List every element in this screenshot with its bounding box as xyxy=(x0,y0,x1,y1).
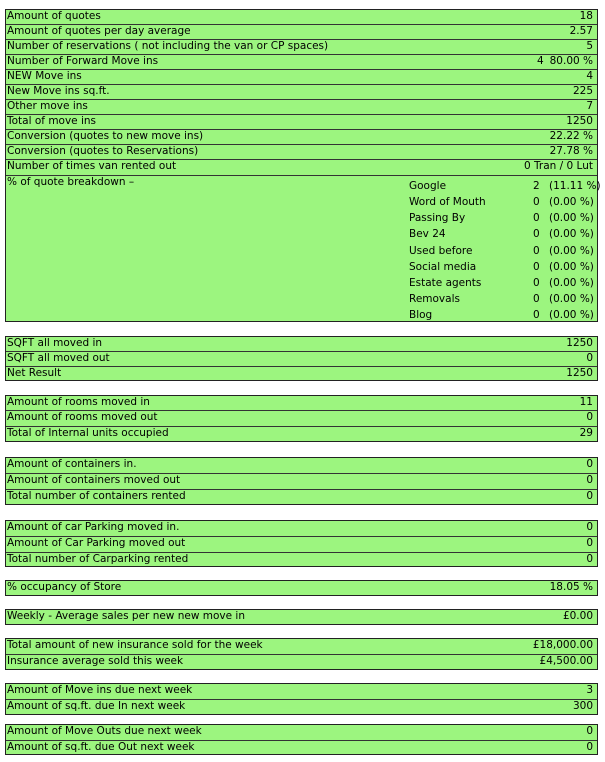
stat-value: 1250 xyxy=(566,337,593,349)
stat-row xyxy=(6,655,597,671)
stat-label: Amount of containers moved out xyxy=(7,474,181,486)
sales-block xyxy=(5,609,598,625)
containers-block xyxy=(5,457,598,505)
stat-value: 18.05 % xyxy=(549,581,593,593)
stat-row xyxy=(6,521,597,537)
breakdown-percent: (0.00 %) xyxy=(549,309,594,321)
stat-value: 29 xyxy=(579,427,593,439)
stat-value: 0 Tran / 0 Lut xyxy=(524,160,593,172)
stat-value: 5 xyxy=(586,40,593,52)
stat-row xyxy=(6,352,597,367)
carparking-block xyxy=(5,520,598,567)
stat-label: Number of reservations ( not including the van or CP spaces) xyxy=(7,40,329,52)
stat-row xyxy=(6,160,597,176)
stat-row xyxy=(6,145,597,160)
summary-block xyxy=(5,9,601,322)
stat-value: 0 xyxy=(586,521,593,533)
stat-value: 0 xyxy=(586,553,593,565)
breakdown-source: Passing By xyxy=(409,212,466,224)
stat-label: Net Result xyxy=(7,367,62,379)
stat-row xyxy=(6,25,597,40)
stat-row xyxy=(6,639,597,655)
stat-label: Conversion (quotes to new move ins) xyxy=(7,130,204,142)
breakdown-percent: (0.00 %) xyxy=(549,245,594,257)
breakdown-count: 0 xyxy=(533,212,540,224)
stat-value: 2.57 xyxy=(569,25,593,37)
stat-value: 27.78 % xyxy=(549,145,593,157)
stat-row xyxy=(6,474,597,490)
stat-label: NEW Move ins xyxy=(7,70,82,82)
stat-value: £4,500.00 xyxy=(539,655,593,667)
report-sheet xyxy=(5,9,601,754)
movein-next-block xyxy=(5,683,598,715)
stat-row xyxy=(6,581,597,597)
stat-value: £0.00 xyxy=(562,610,593,622)
stat-label: Total amount of new insurance sold for the week xyxy=(7,639,263,651)
quote-breakdown-label: % of quote breakdown – xyxy=(7,176,135,188)
insurance-block xyxy=(5,638,598,670)
stat-row xyxy=(6,55,597,70)
stat-value: 7 xyxy=(586,100,593,112)
stat-row xyxy=(6,337,597,352)
stat-label: Amount of rooms moved out xyxy=(7,411,158,423)
breakdown-percent: (0.00 %) xyxy=(549,228,594,240)
breakdown-source: Used before xyxy=(409,245,473,257)
stat-value: 22.22 % xyxy=(549,130,593,142)
stat-row xyxy=(6,100,597,115)
stat-label: Amount of quotes per day average xyxy=(7,25,191,37)
stat-label: Weekly - Average sales per new new move in xyxy=(7,610,246,622)
breakdown-source: Bev 24 xyxy=(409,228,446,240)
stat-label: Number of Forward Move ins xyxy=(7,55,159,67)
stat-label: Amount of sq.ft. due In next week xyxy=(7,700,186,712)
stat-row xyxy=(6,490,597,506)
quote-breakdown xyxy=(6,176,601,323)
breakdown-percent: (0.00 %) xyxy=(549,293,594,305)
stat-row xyxy=(6,684,597,700)
stat-row xyxy=(6,70,597,85)
stat-row xyxy=(6,553,597,568)
stat-label: Number of times van rented out xyxy=(7,160,177,172)
stat-label: Conversion (quotes to Reservations) xyxy=(7,145,199,157)
sqft-block xyxy=(5,336,598,381)
stat-label: Total number of containers rented xyxy=(7,490,186,502)
rooms-block xyxy=(5,395,598,442)
breakdown-percent: (0.00 %) xyxy=(549,196,594,208)
stat-row xyxy=(6,610,597,626)
stat-value: 0 xyxy=(586,458,593,470)
breakdown-count: 0 xyxy=(533,309,540,321)
stat-label: Total of Internal units occupied xyxy=(7,427,169,439)
stat-label: Amount of Car Parking moved out xyxy=(7,537,186,549)
stat-row xyxy=(6,725,597,741)
breakdown-percent: (0.00 %) xyxy=(549,277,594,289)
breakdown-percent: (0.00 %) xyxy=(549,212,594,224)
stat-value: 0 xyxy=(586,474,593,486)
stat-value: 300 xyxy=(572,700,593,712)
stat-value: 0 xyxy=(586,352,593,364)
stat-label: % occupancy of Store xyxy=(7,581,122,593)
stat-label: Amount of car Parking moved in. xyxy=(7,521,180,533)
stat-row xyxy=(6,458,597,474)
stat-value: 225 xyxy=(572,85,593,97)
stat-label: Total number of Carparking rented xyxy=(7,553,189,565)
stat-label: Insurance average sold this week xyxy=(7,655,184,667)
stat-label: Total of move ins xyxy=(7,115,97,127)
stat-value: 0 xyxy=(586,741,593,753)
stat-value: 1250 xyxy=(566,115,593,127)
breakdown-count: 0 xyxy=(533,293,540,305)
breakdown-percent: (11.11 %) xyxy=(549,180,601,192)
stat-label: Amount of Move Outs due next week xyxy=(7,725,202,737)
forward-move-ins-count: 4 xyxy=(537,55,544,67)
occupancy-block xyxy=(5,580,598,596)
stat-label: Amount of rooms moved in xyxy=(7,396,150,408)
breakdown-count: 0 xyxy=(533,228,540,240)
breakdown-percent: (0.00 %) xyxy=(549,261,594,273)
stat-label: SQFT all moved out xyxy=(7,352,110,364)
breakdown-source: Word of Mouth xyxy=(409,196,486,208)
stat-label: Other move ins xyxy=(7,100,88,112)
breakdown-count: 0 xyxy=(533,277,540,289)
stat-label: New Move ins sq.ft. xyxy=(7,85,110,97)
stat-value: 1250 xyxy=(566,367,593,379)
stat-value: 0 xyxy=(586,537,593,549)
moveout-next-block xyxy=(5,724,598,755)
stat-value: 4 xyxy=(586,70,593,82)
stat-row xyxy=(6,700,597,716)
stat-row xyxy=(6,85,597,100)
breakdown-count: 0 xyxy=(533,245,540,257)
stat-row xyxy=(6,10,597,25)
breakdown-source: Social media xyxy=(409,261,477,273)
stat-value: 0 xyxy=(586,725,593,737)
stat-value: £18,000.00 xyxy=(532,639,593,651)
stat-row xyxy=(6,130,597,145)
breakdown-source: Estate agents xyxy=(409,277,482,289)
stat-label: Amount of containers in. xyxy=(7,458,137,470)
stat-value: 0 xyxy=(586,411,593,423)
stat-row xyxy=(6,40,597,55)
stat-value: 3 xyxy=(586,684,593,696)
stat-label: Amount of sq.ft. due Out next week xyxy=(7,741,195,753)
stat-row xyxy=(6,367,597,382)
stat-row xyxy=(6,537,597,553)
stat-label: Amount of quotes xyxy=(7,10,101,22)
stat-value: 0 xyxy=(586,490,593,502)
breakdown-count: 0 xyxy=(533,261,540,273)
breakdown-source: Removals xyxy=(409,293,460,305)
stat-value: 11 xyxy=(579,396,593,408)
stat-row xyxy=(6,115,597,130)
breakdown-count: 2 xyxy=(533,180,540,192)
stat-row xyxy=(6,741,597,756)
stat-row xyxy=(6,396,597,411)
breakdown-source: Blog xyxy=(409,309,433,321)
stat-row xyxy=(6,411,597,427)
stat-value: 18 xyxy=(579,10,593,22)
stat-value: 80.00 % xyxy=(549,55,593,67)
breakdown-count: 0 xyxy=(533,196,540,208)
stat-label: SQFT all moved in xyxy=(7,337,103,349)
breakdown-source: Google xyxy=(409,180,447,192)
stat-label: Amount of Move ins due next week xyxy=(7,684,193,696)
stat-row xyxy=(6,427,597,443)
